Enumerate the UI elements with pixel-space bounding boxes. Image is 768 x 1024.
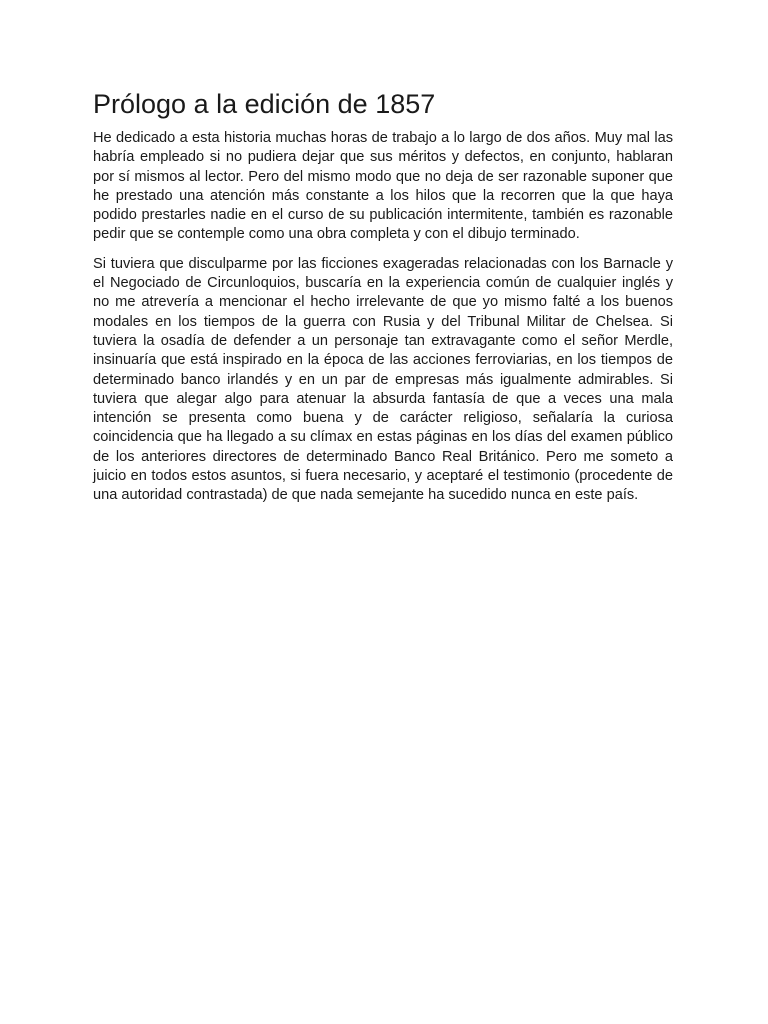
paragraph-1: He dedicado a esta historia muchas horas de trabajo a lo largo de dos años. Muy mal las habría empleado si no pudiera dejar que sus méritos y defectos, en conjunto, hablaran por sí mismos al lector. Pero del mismo modo que no deja de ser razonable suponer que he prestado una atención más constante a los hilos que la recorren que la que haya podido prestarles nadie en el curso de su publicación intermitente, también es razonable pedir que se contemple como una obra completa y con el dibujo terminado. xyxy=(93,130,673,243)
page-title: Prólogo a la edición de 1857 xyxy=(93,89,436,119)
document-page xyxy=(93,87,673,516)
paragraph-2: Si tuviera que disculparme por las ficciones exageradas relacionadas con los Barnacle y el Negociado de Circunloquios, buscaría en la experiencia común de cualquier inglés y no me atrevería a mencionar el hecho irrelevante de que yo mismo falté a los buenos modales en los tiempos de la guerra con Rusia y del Tribunal Militar de Chelsea. Si tuviera la osadía de defender a un personaje tan extravagante como el señor Merdle, insinuaría que está inspirado en la época de las acciones ferroviarias, en los tiempos de determinado banco irlandés y en un par de empresas más igualmente admirables. Si tuviera que alegar algo para atenuar la absurda fantasía de que a veces una mala intención se presenta como buena y de carácter religioso, señalaría la curiosa coincidencia que ha llegado a su clímax en estas páginas en los días del examen público de los anteriores directores de determinado Banco Real Británico. Pero me someto a juicio en todos estos asuntos, si fuera necesario, y aceptaré el testimonio (procedente de una autoridad contrastada) de que nada semejante ha sucedido nunca en este país. xyxy=(93,255,673,504)
